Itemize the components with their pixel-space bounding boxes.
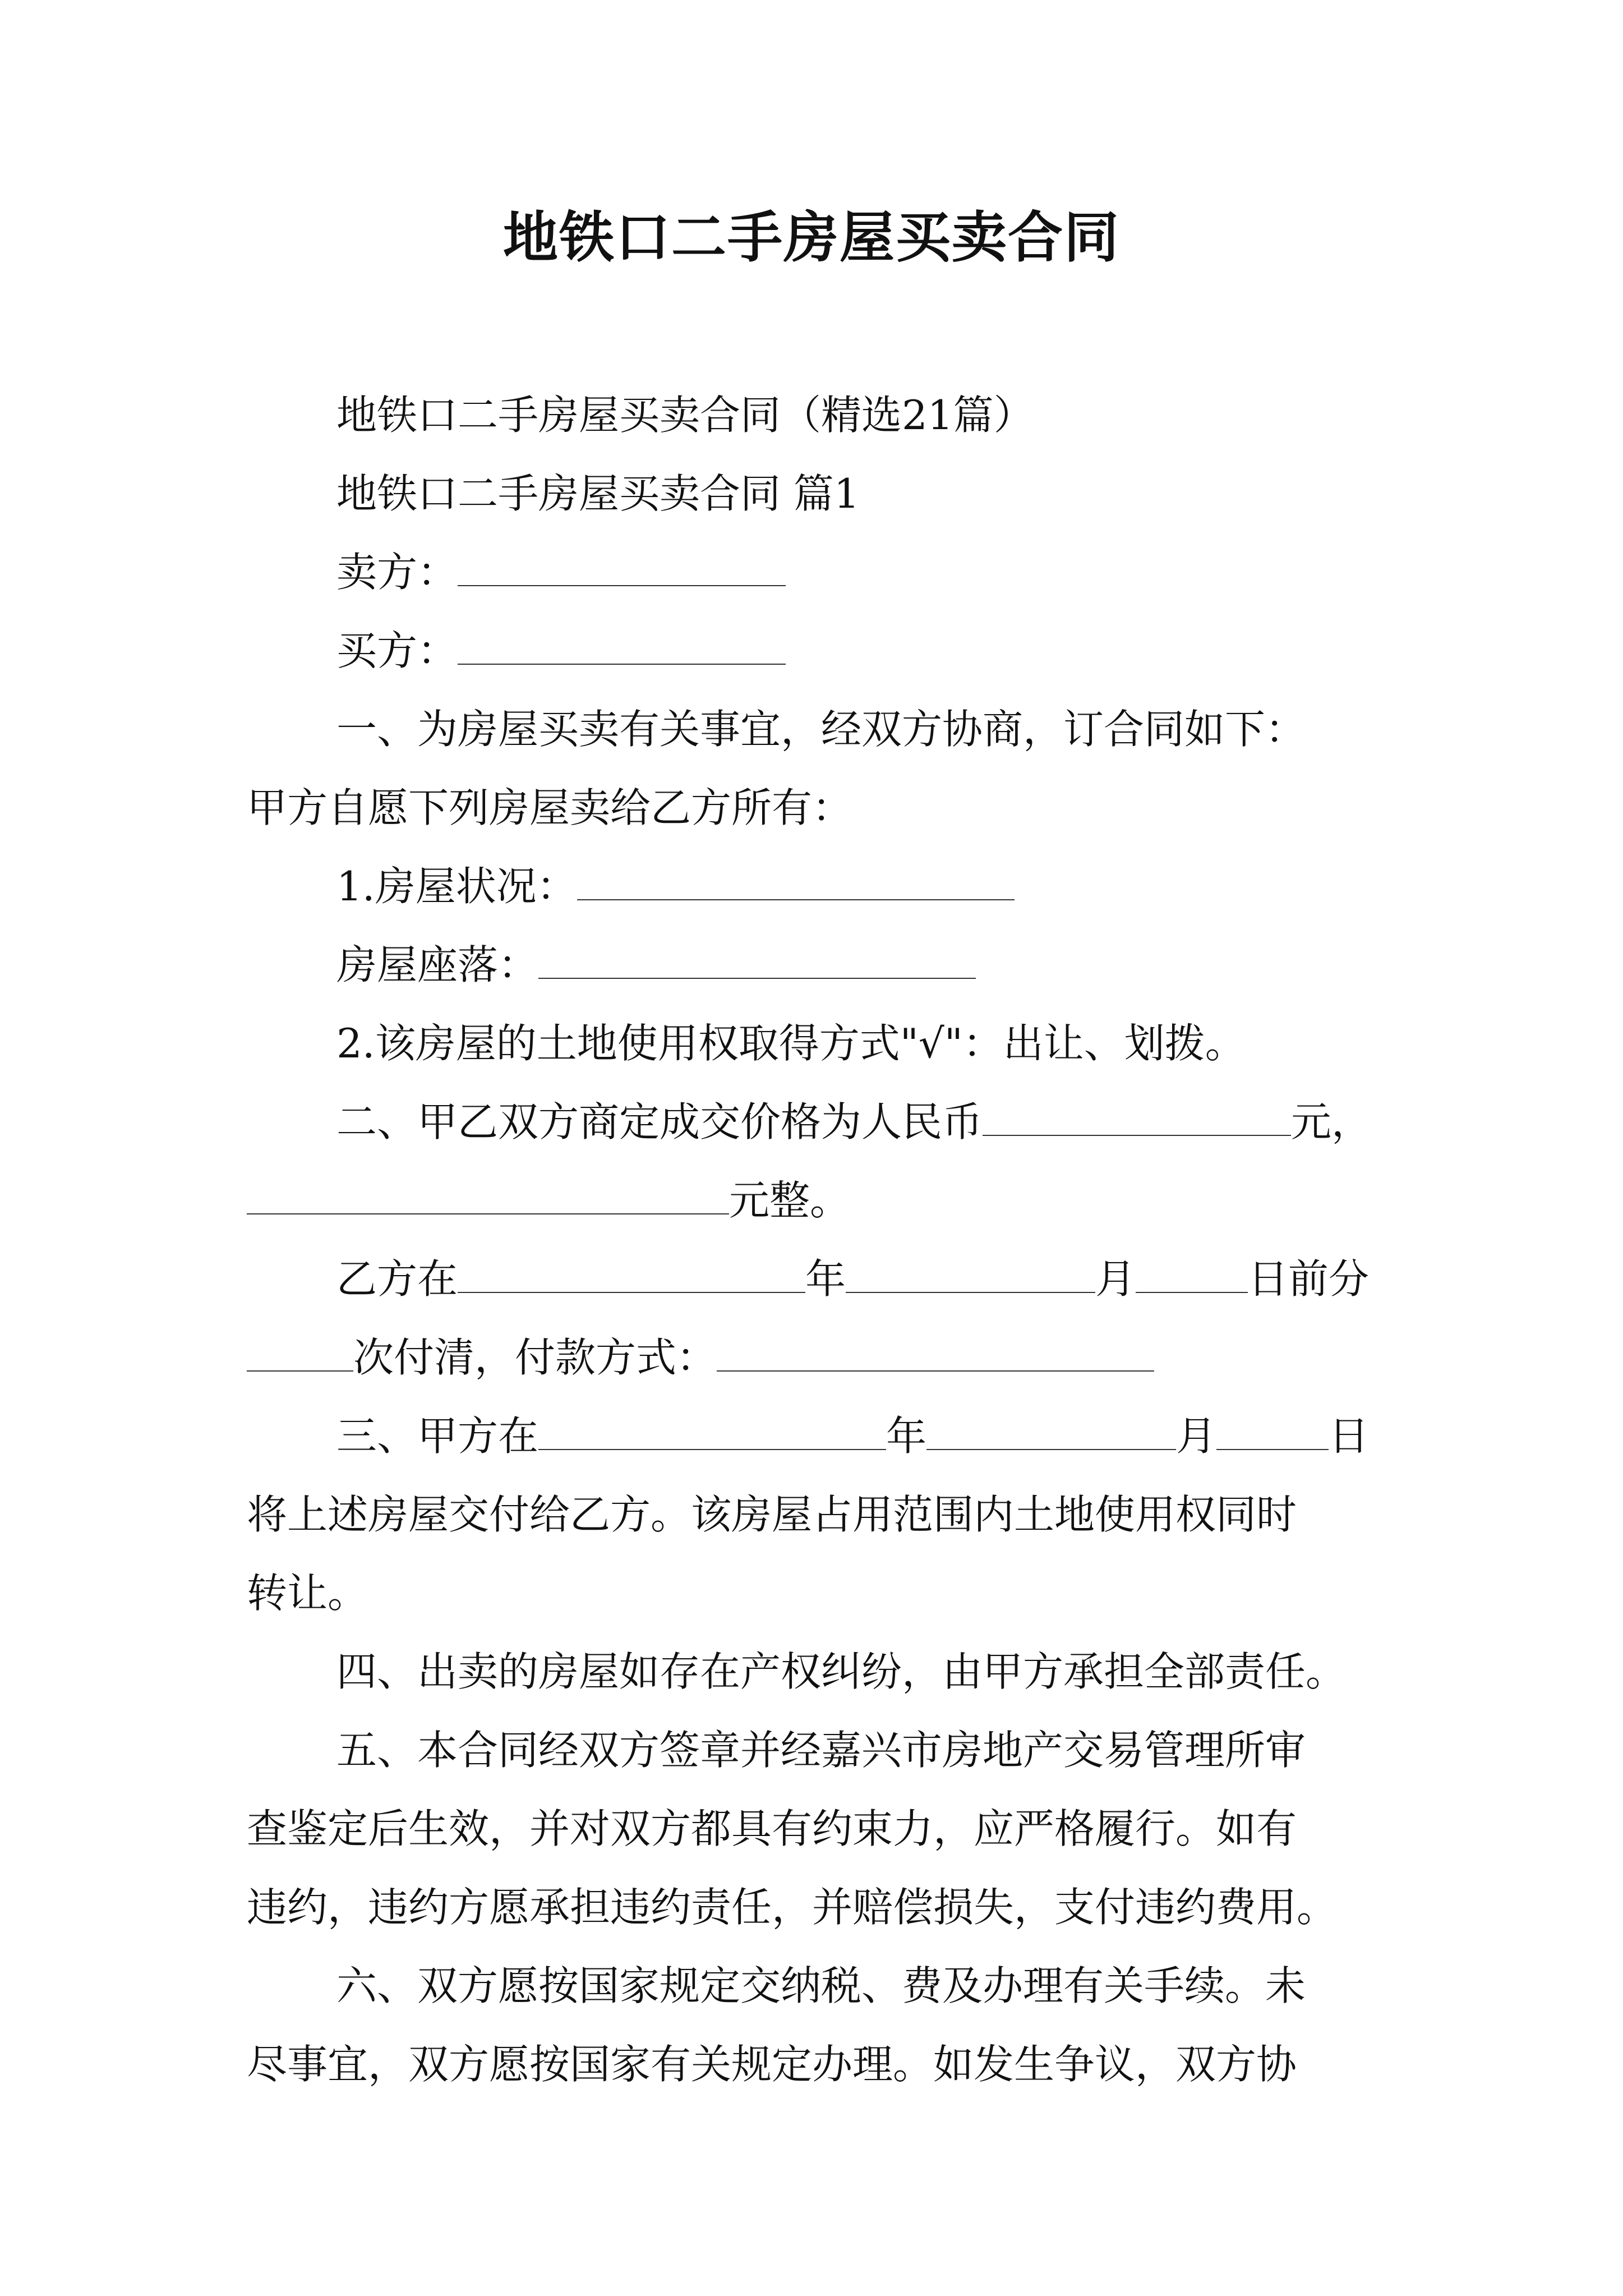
land-use-right-line: 2.该房屋的土地使用权取得方式"√"：出让、划拨。 bbox=[336, 1020, 1246, 1067]
house-status-line bbox=[336, 858, 1015, 914]
installments-blank bbox=[247, 1336, 353, 1372]
clause1-line1: 一、为房屋买卖有关事宜，经双方协商，订合同如下： bbox=[336, 706, 1306, 753]
price-amount-blank bbox=[983, 1100, 1291, 1136]
clause6-line2: 尽事宜，双方愿按国家有关规定办理。如发生争议，双方协 bbox=[247, 2041, 1297, 2088]
house-location-label: 房屋座落： bbox=[336, 941, 539, 988]
payment-year-blank bbox=[458, 1257, 805, 1293]
payment-month-blank bbox=[846, 1257, 1095, 1293]
document-title: 地铁口二手房屋买卖合同 bbox=[502, 205, 1120, 270]
house-location-line bbox=[336, 937, 976, 993]
clause5-line3: 违约，违约方愿承担违约责任，并赔偿损失，支付违约费用。 bbox=[247, 1884, 1338, 1931]
clause5-line1: 五、本合同经双方签章并经嘉兴市房地产交易管理所审 bbox=[336, 1727, 1306, 1774]
payment-method-blank bbox=[717, 1336, 1154, 1372]
delivery-day-blank bbox=[1216, 1414, 1329, 1450]
payment-day-label: 日前分 bbox=[1248, 1255, 1370, 1303]
price-text: 二、甲乙双方商定成交价格为人民币 bbox=[336, 1098, 983, 1145]
price-unit: 元， bbox=[1291, 1098, 1372, 1145]
delivery-year-blank bbox=[538, 1414, 886, 1450]
payment-text: 乙方在 bbox=[336, 1255, 458, 1303]
delivery-day-label: 日 bbox=[1329, 1412, 1370, 1460]
payment-line2 bbox=[247, 1329, 1154, 1386]
subtitle: 地铁口二手房屋买卖合同（精选21篇） bbox=[336, 392, 1034, 439]
price-line2 bbox=[247, 1172, 850, 1228]
house-status-label: 1.房屋状况： bbox=[336, 863, 577, 910]
seller-blank bbox=[458, 550, 786, 586]
buyer-blank bbox=[458, 629, 786, 665]
delivery-line3: 转让。 bbox=[247, 1570, 368, 1617]
clause4: 四、出卖的房屋如存在产权纠纷，由甲方承担全部责任。 bbox=[336, 1648, 1347, 1695]
delivery-month-blank bbox=[926, 1414, 1176, 1450]
payment-line1 bbox=[336, 1251, 1369, 1307]
clause1-line2: 甲方自愿下列房屋卖给乙方所有： bbox=[247, 784, 853, 831]
house-status-blank bbox=[577, 864, 1015, 900]
delivery-line2: 将上述房屋交付给乙方。该房屋占用范围内土地使用权同时 bbox=[247, 1491, 1297, 1538]
house-location-blank bbox=[538, 943, 976, 979]
payment-month-label: 月 bbox=[1095, 1255, 1136, 1303]
delivery-line1 bbox=[336, 1408, 1369, 1464]
delivery-year-label: 年 bbox=[886, 1412, 927, 1460]
seller-label: 卖方： bbox=[336, 549, 458, 596]
price-line1 bbox=[336, 1094, 1372, 1150]
payment-day-blank bbox=[1136, 1257, 1248, 1293]
delivery-text: 三、甲方在 bbox=[336, 1412, 539, 1460]
price-words-unit: 元整。 bbox=[729, 1177, 851, 1224]
clause6-line1: 六、双方愿按国家规定交纳税、费及办理有关手续。未 bbox=[336, 1962, 1306, 2009]
buyer-line bbox=[336, 623, 786, 679]
buyer-label: 买方： bbox=[336, 627, 458, 674]
clause5-line2: 查鉴定后生效，并对双方都具有约束力，应严格履行。如有 bbox=[247, 1805, 1297, 1852]
price-words-blank bbox=[247, 1179, 729, 1214]
payment-year-label: 年 bbox=[805, 1255, 846, 1303]
delivery-month-label: 月 bbox=[1176, 1412, 1217, 1460]
seller-line bbox=[336, 544, 786, 600]
section-heading: 地铁口二手房屋买卖合同 篇1 bbox=[336, 470, 860, 517]
payment-method-label: 次付清，付款方式： bbox=[353, 1334, 717, 1381]
